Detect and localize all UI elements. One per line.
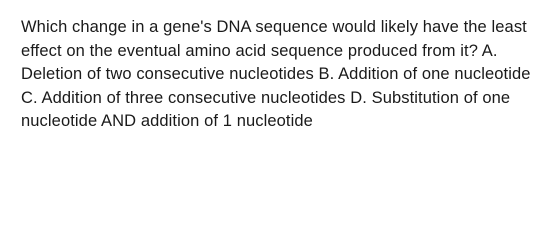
question-text: Which change in a gene's DNA sequence would likely have the least effect on the eventual amino acid sequence produced from it? A. Deletion of two consecutive nucleotides B. Addition of one nucleotide C. Addition of three consecutive nucleotides D. Substitution of one nucleotide AND addition of 1 nucleotide — [21, 18, 531, 130]
